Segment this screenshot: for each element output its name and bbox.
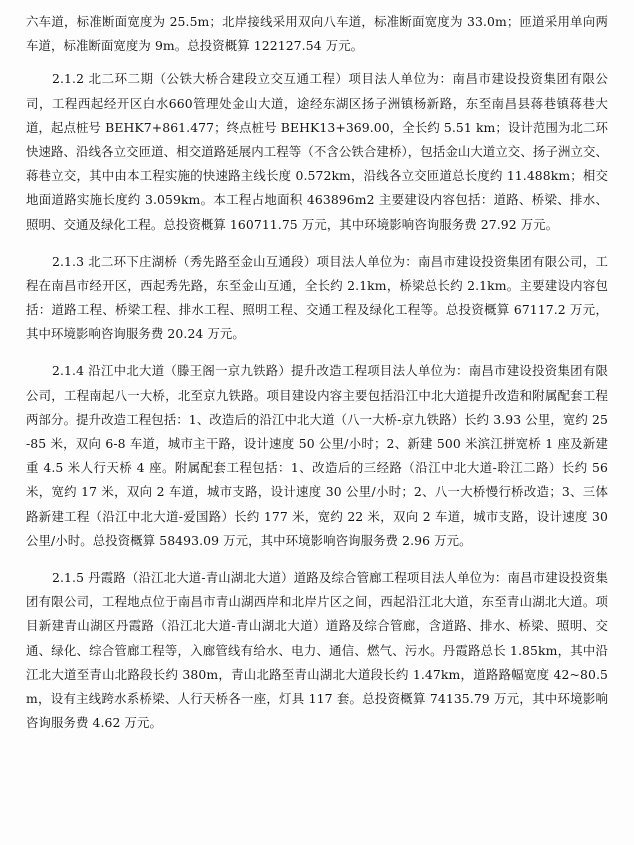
paragraph-section-2-1-5: 2.1.5 丹霞路（沿江北大道-青山湖北大道）道路及综合管廊工程项目法人单位为：南昌市建设投资集团有限公司，工程地点位于南昌市青山湖西岸和北岸片区之间，西起沿江北大道，东至青山湖北大道。项目新建青山湖区丹霞路（沿江北大道-青山湖北大道）道路及综合管廊，含道路、排水、桥梁、照明、交通、绿化、综合管廊工程等，入廊管线有给水、电力、通信、燃气、污水。丹霞路总长 1.85km，其中沿江北大道至青山北路段长约 380m，青山北路至青山湖北大道段长约 1.47km，道路路幅宽度 42~80.5m，设有主线跨水系桥梁、人行天桥各一座，灯具 117 套。总投资概算 74135.79 万元，其中环境影响咨询服务费 4.62 万元。 xyxy=(26,569,608,731)
paragraph-section-2-1-4: 2.1.4 沿江中北大道（滕王阁一京九铁路）提升改造工程项目法人单位为：南昌市建设投资集团有限公司，工程南起八一大桥，北至京九铁路。项目建设内容主要包括沿江中北大道提升改造和附属配套工程两部分。提升改造工程包括：1、改造后的沿江中北大道（八一大桥-京九铁路）长约 3.93 公里，宽约 25-85 米，双向 6-8 车道，城市主干路，设计速度 50 公里/小时；2、新建 500 米滨江拼宽桥 1 座及新建重 4.5 米人行天桥 4 座。附属配套工程包括：1、改造后的三经路（沿江中北大道-聆江二路）长约 56 米，宽约 17 米，双向 2 车道，城市支路，设计速度 30 公里/小时；2、八一大桥慢行桥改造；3、三体路新建工程（沿江中北大道-爱国路）长约 177 米，宽约 22 米，双向 2 车道，城市支路，设计速度 30 公里/小时。总投资概算 58493.09 万元，其中环境影响咨询服务费 2.96 万元。 xyxy=(26,363,608,548)
paragraph-spacer xyxy=(26,556,608,566)
paragraph-section-2-1-2: 2.1.2 北二环二期（公铁大桥合建段立交互通工程）项目法人单位为：南昌市建设投资集团有限公司，工程西起经开区白水660管理处金山大道，途经东湖区扬子洲镇杨新路，东至南昌县蒋巷镇蒋巷大道，起点桩号 BEHK7+861.477；终点桩号 BEHK13+369.00，全长约 5.51 km；设计范围为北二环快速路、沿线各立交匝道、相交道路延展内工程等（不含公铁合建桥），包括金山大道立交、扬子洲立交、蒋巷立交，其中由本工程实施的快速路主线长度 0.572km，沿线各立交匝道总长度约 11.488km；相交地面道路实施长度约 3.059km。本工程占地面积 463896m2 主要建设内容包括：道路、桥梁、排水、照明、交通及绿化工程。总投资概算 160711.75 万元，其中环境影响咨询服务费 27.92 万元。 xyxy=(26,71,608,232)
paragraph-spacer xyxy=(26,240,608,250)
paragraph-section-2-1-3: 2.1.3 北二环下庄湖桥（秀先路至金山互通段）项目法人单位为：南昌市建设投资集团有限公司，工程在南昌市经开区，西起秀先路，东至金山互通，全长约 2.1km，桥梁总长约 2.1km。主要建设内容包括：道路工程、桥梁工程、排水工程、照明工程、交通工程及绿化工程等。总投资概算 67117.2 万元，其中环境影响咨询服务费 20.24 万元。 xyxy=(26,253,608,342)
paragraph-intro-continued: 六车道，标准断面宽度为 25.5m；北岸接线采用双向八车道，标准断面宽度为 33.0m；匝道采用单向两车道，标准断面宽度为 9m。总投资概算 122127.54 万元。 xyxy=(26,14,608,54)
paragraph-spacer xyxy=(26,349,608,359)
